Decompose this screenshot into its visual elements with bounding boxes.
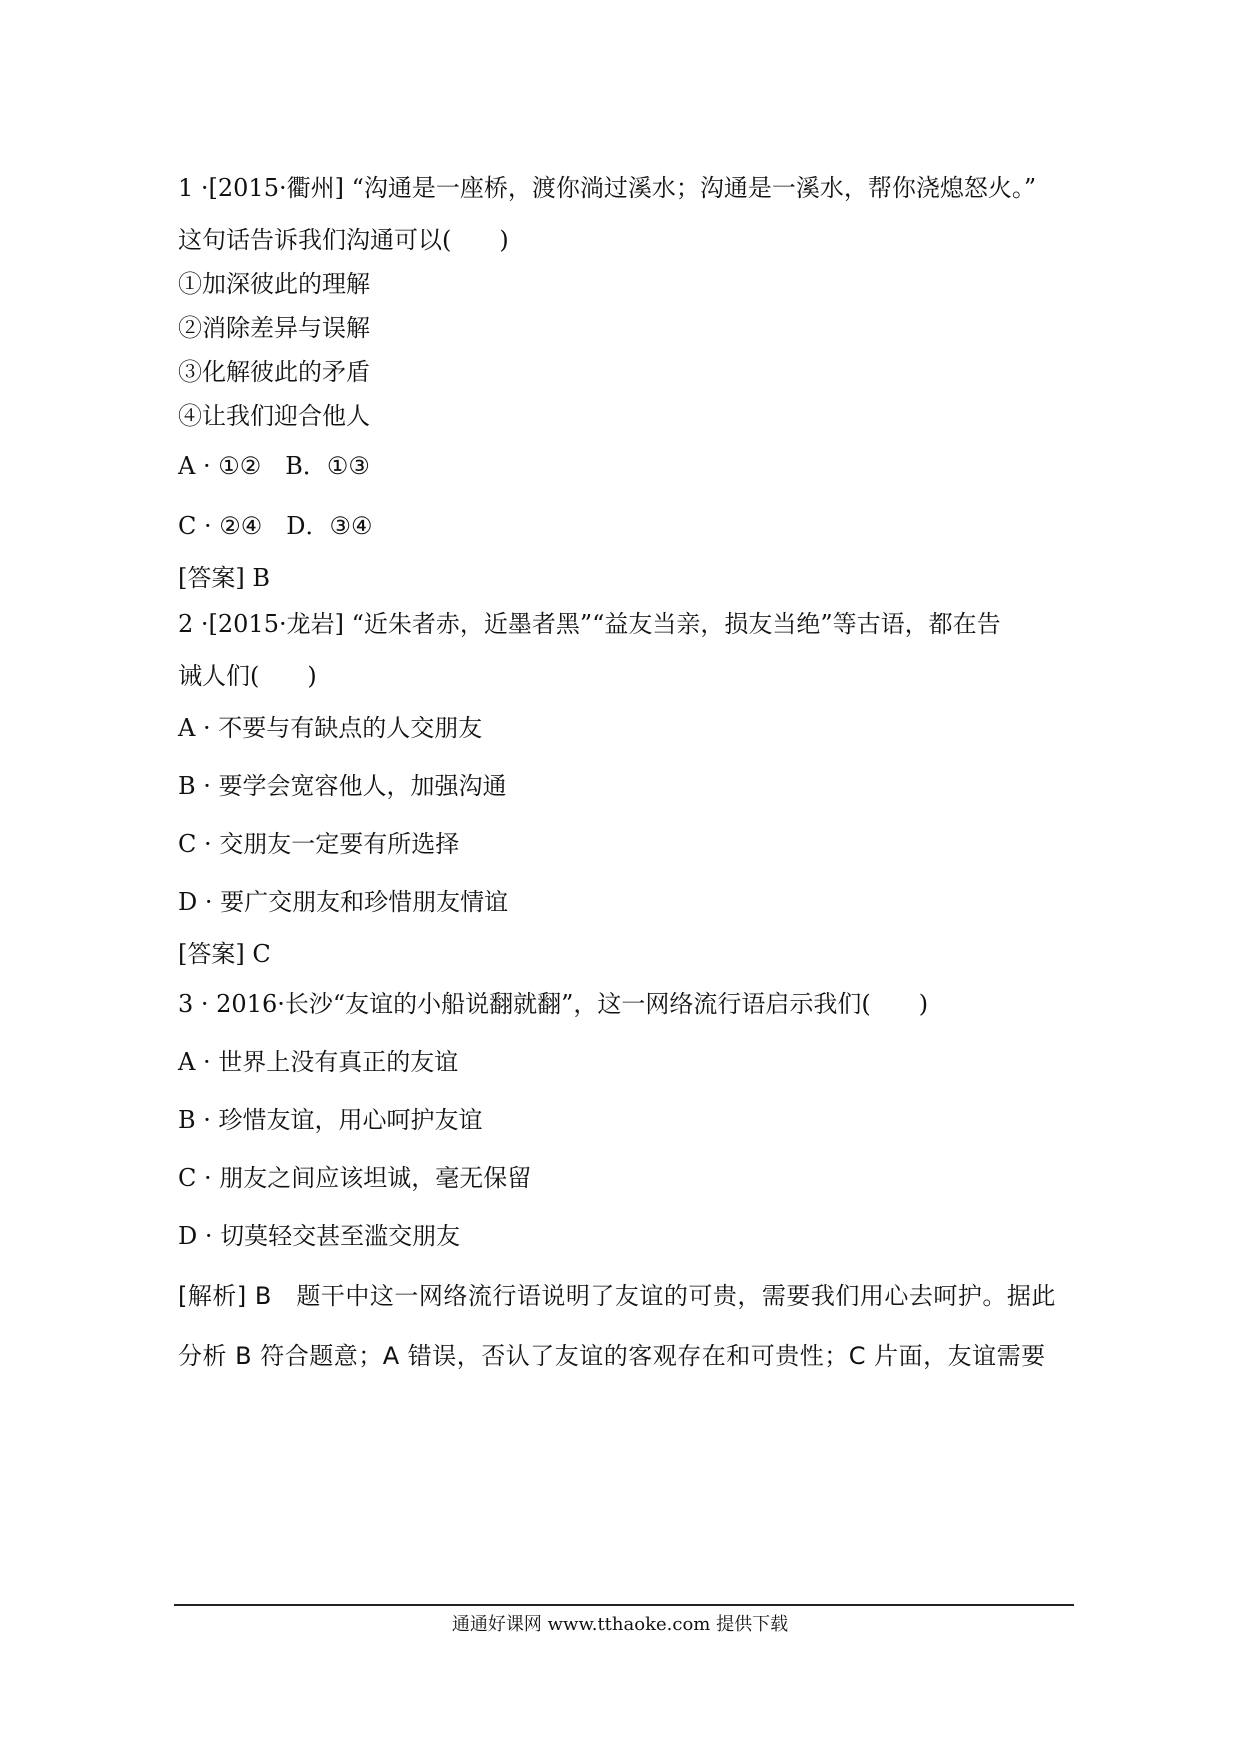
q1-statement-1: ①加深彼此的理解 xyxy=(178,270,370,298)
q2-option-b: B · 要学会宽容他人，加强沟通 xyxy=(178,772,507,800)
q3-option-d: D · 切莫轻交甚至滥交朋友 xyxy=(178,1222,461,1250)
q2-option-a: A · 不要与有缺点的人交朋友 xyxy=(178,714,483,742)
q2-stem-line2: 诫人们( ) xyxy=(178,662,317,690)
q3-analysis-line2: 分析 B 符合题意；A 错误，否认了友谊的客观存在和可贵性；C 片面，友谊需要 xyxy=(178,1342,1046,1370)
q2-option-c: C · 交朋友一定要有所选择 xyxy=(178,830,460,858)
q3-option-c: C · 朋友之间应该坦诚，毫无保留 xyxy=(178,1164,532,1192)
q1-stem-line1: 1 ·[2015·衢州] “沟通是一座桥，渡你淌过溪水；沟通是一溪水，帮你浇熄怒火。” xyxy=(178,174,1037,202)
q1-stem-line2: 这句话告诉我们沟通可以( ) xyxy=(178,226,509,254)
q3-option-a: A · 世界上没有真正的友谊 xyxy=(178,1048,459,1076)
q3-stem-line1: 3 · 2016·长沙“友谊的小船说翻就翻”，这一网络流行语启示我们( ) xyxy=(178,990,929,1018)
q1-options-row2: C · ②④ D．③④ xyxy=(178,512,373,540)
q1-options-row1: A · ①② B．①③ xyxy=(178,452,370,480)
q1-statement-4: ④让我们迎合他人 xyxy=(178,402,370,430)
q2-answer: [答案] C xyxy=(178,940,271,968)
q3-analysis-line1: [解析] B 题干中这一网络流行语说明了友谊的可贵，需要我们用心去呵护。据此 xyxy=(178,1282,1056,1310)
q3-option-b: B · 珍惜友谊，用心呵护友谊 xyxy=(178,1106,483,1134)
footer-divider xyxy=(174,1604,1074,1606)
q1-answer: [答案] B xyxy=(178,564,270,592)
q2-option-d: D · 要广交朋友和珍惜朋友情谊 xyxy=(178,888,509,916)
q2-stem-line1: 2 ·[2015·龙岩] “近朱者赤，近墨者黑”“益友当亲，损友当绝”等古语，都在告 xyxy=(178,610,1001,638)
q1-statement-2: ②消除差异与误解 xyxy=(178,314,370,342)
q1-statement-3: ③化解彼此的矛盾 xyxy=(178,358,370,386)
footer-text: 通通好课网 www.tthaoke.com 提供下载 xyxy=(451,1614,789,1635)
